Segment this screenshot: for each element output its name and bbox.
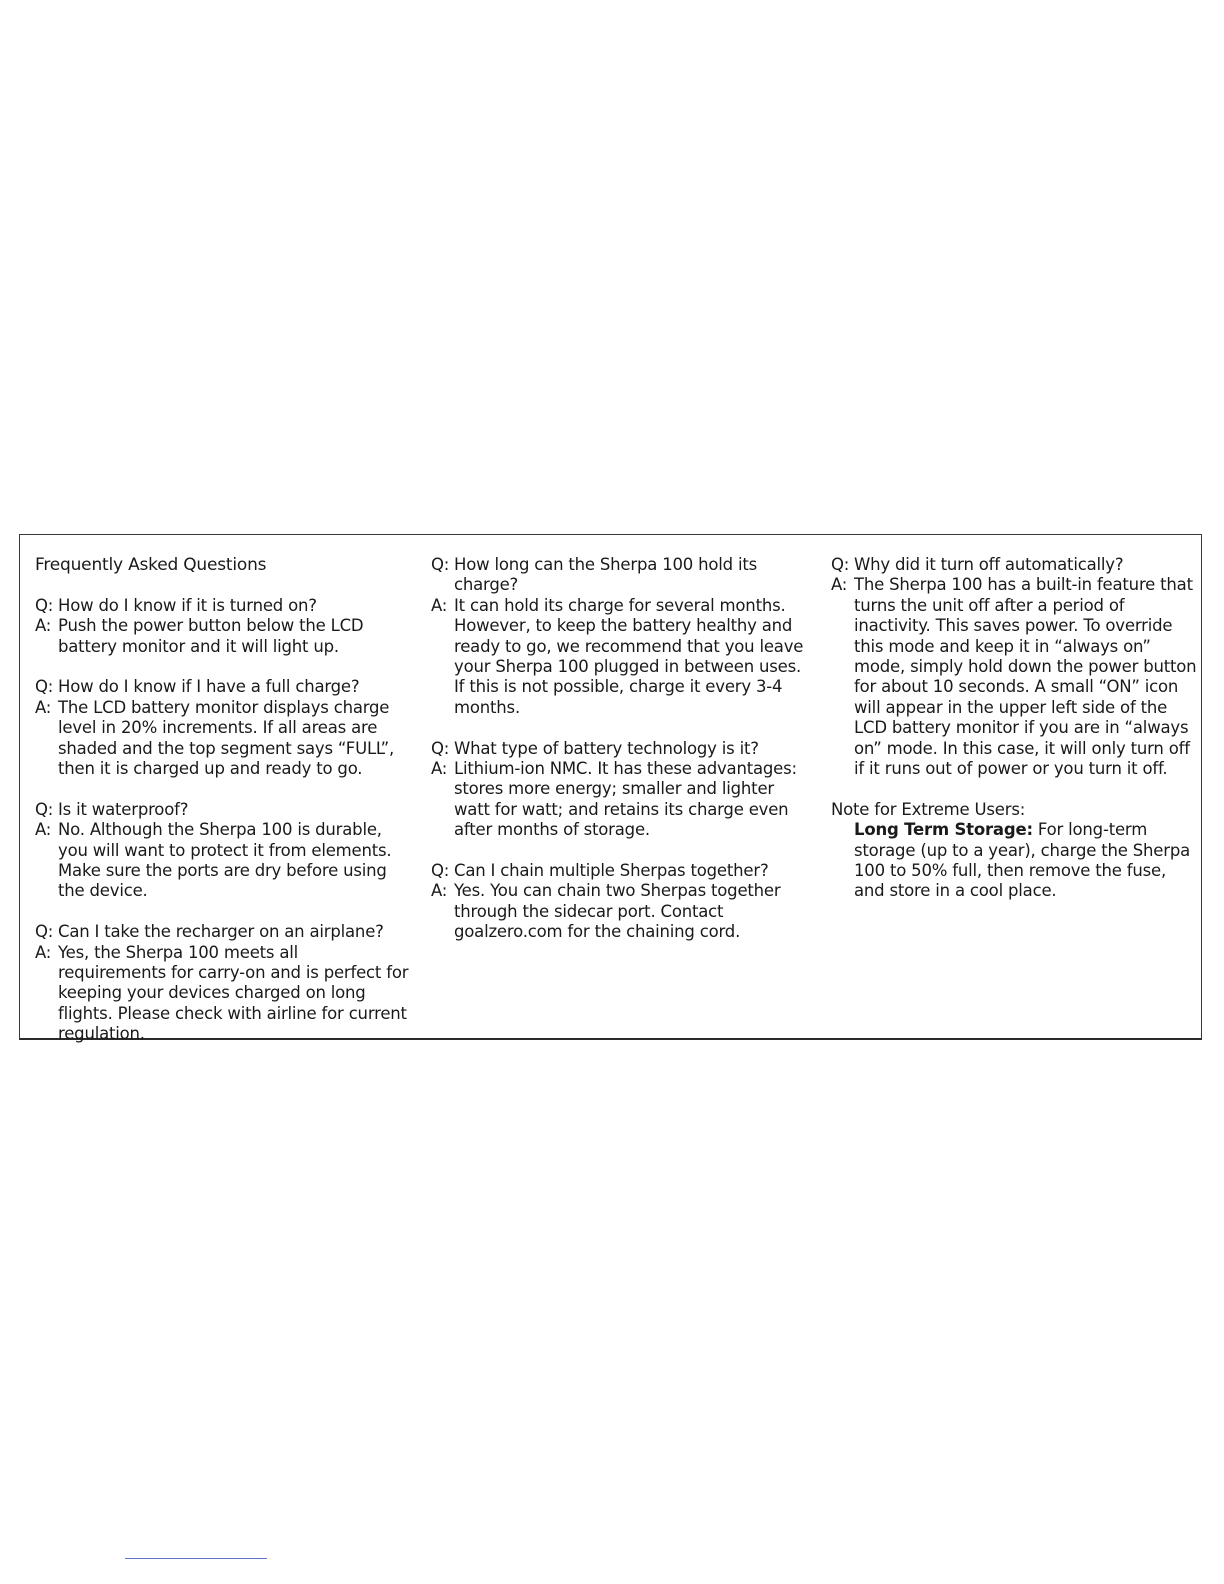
question-text: How do I know if I have a full charge?	[58, 677, 360, 697]
answer-prefix: A:	[831, 575, 848, 595]
question-text: How do I know if it is turned on?	[58, 595, 317, 615]
answer-prefix: A:	[35, 697, 52, 717]
faq-column-2	[431, 555, 806, 963]
faq-item	[431, 739, 806, 841]
footer-rule	[125, 1558, 267, 1559]
answer-text: No. Although the Sherpa 100 is durable, you will want to protect it from elements. Make sure the ports are dry before using the device.	[58, 820, 392, 901]
answer-text: The LCD battery monitor displays charge level in 20% increments. If all areas are shaded and the top segment says “FULL”, then it is charged up and ready to go.	[58, 697, 394, 779]
question-text: What type of battery technology is it?	[454, 738, 759, 758]
answer-prefix: A:	[35, 820, 52, 840]
answer	[35, 820, 410, 902]
question-text: Can I take the recharger on an airplane?	[58, 922, 384, 942]
faq-item	[831, 555, 1199, 779]
question-text: Why did it turn off automatically?	[854, 555, 1124, 574]
faq-item	[431, 555, 806, 718]
question-prefix: Q:	[431, 555, 450, 574]
answer-prefix: A:	[35, 942, 52, 962]
question	[35, 596, 410, 616]
answer	[831, 575, 1199, 779]
faq-item	[35, 800, 410, 902]
answer-text: Push the power button below the LCD battery monitor and it will light up.	[58, 616, 364, 656]
answer	[431, 759, 806, 841]
faq-panel	[19, 534, 1202, 1044]
answer-prefix: A:	[431, 881, 448, 901]
question-prefix: Q:	[35, 922, 54, 942]
question-prefix: Q:	[35, 677, 54, 697]
answer	[35, 616, 410, 657]
question-text: Is it waterproof?	[58, 799, 189, 819]
faq-item	[35, 677, 410, 779]
question	[431, 739, 806, 759]
answer-text: It can hold its charge for several months. However, to keep the battery healthy and ready to go, we recommend that you leave your Sherpa 100 plugged in between uses. If this is not possible, charge it every 3-4 months.	[454, 595, 804, 717]
question-prefix: Q:	[35, 595, 54, 615]
answer	[35, 943, 410, 1045]
question-text: Can I chain multiple Sherpas together?	[454, 861, 769, 881]
question-prefix: Q:	[35, 799, 54, 819]
question	[431, 861, 806, 881]
answer	[35, 698, 410, 780]
answer-text: Lithium-ion NMC. It has these advantages: stores more energy; smaller and lighter watt for watt; and retains its charge even after months of storage.	[454, 759, 797, 840]
question	[35, 922, 410, 942]
faq-item	[35, 596, 410, 657]
note-text: For long-term storage (up to a year), charge the Sherpa 100 to 50% full, then remove the fuse, and store in a cool place.	[854, 820, 1191, 901]
question-text: How long can the Sherpa 100 hold its charge?	[454, 555, 758, 595]
answer-prefix: A:	[431, 595, 448, 615]
faq-column-1	[35, 555, 410, 1065]
answer-text: The Sherpa 100 has a built-in feature that turns the unit off after a period of inactivity. This saves power. To override this mode and keep it in “always on” mode, simply hold down the power button for about 10 seconds. A small “ON” icon will appear in the upper left side of the LCD battery monitor if you are in “always on” mode. In this case, it will only turn off if it runs out of power or you turn it off.	[854, 575, 1197, 779]
question	[35, 677, 410, 697]
faq-column-3	[831, 555, 1199, 902]
question	[831, 555, 1199, 575]
answer	[431, 881, 806, 942]
answer	[431, 596, 806, 718]
question	[35, 800, 410, 820]
answer-text: Yes. You can chain two Sherpas together through the sidecar port. Contact goalzero.com for the chaining cord.	[454, 881, 781, 942]
faq-title: Frequently Asked Questions	[35, 555, 267, 575]
faq-item	[431, 861, 806, 943]
question	[431, 555, 806, 596]
note-heading: Long Term Storage:	[854, 820, 1033, 840]
answer-text: Yes, the Sherpa 100 meets all requirements for carry-on and is perfect for keeping your devices charged on long flights. Please check with airline for current regulation.	[58, 942, 409, 1044]
answer-prefix: A:	[431, 759, 448, 779]
note-label: Note for Extreme Users:	[831, 799, 1026, 819]
question-prefix: Q:	[431, 738, 450, 758]
faq-item	[35, 922, 410, 1044]
answer-prefix: A:	[35, 616, 52, 636]
question-prefix: Q:	[431, 861, 450, 881]
note-body	[831, 820, 1199, 902]
question-prefix: Q:	[831, 555, 850, 574]
